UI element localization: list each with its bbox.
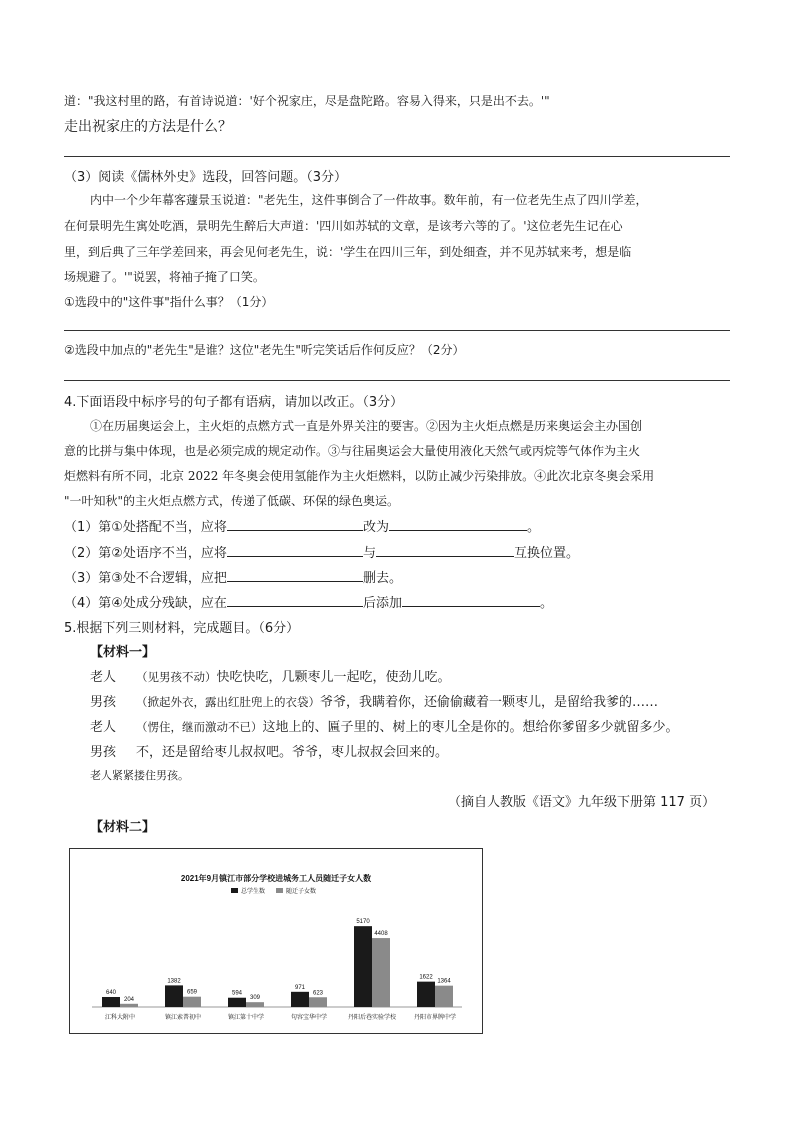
question-text: 走出祝家庄的方法是什么？ <box>64 119 232 135</box>
ending-line: 老人紧紧搂住男孩。 <box>90 769 189 782</box>
q3-passage-line: 内中一个少年幕客蘧景玉说道："老先生，这件事倒合了一件故事。数年前，有一位老先生点了四川学差， <box>90 193 648 207</box>
legend-swatch-total <box>231 888 238 893</box>
speaker: 老人 <box>90 670 117 685</box>
bar-total <box>165 985 183 1007</box>
q4-item-mid: 与 <box>362 546 376 561</box>
fill-blank[interactable] <box>227 594 363 607</box>
data-label: 1622 <box>419 974 433 981</box>
dialog-line: 这地上的、匾子里的、树上的枣儿全是你的。想给你爹留多少就留多少。 <box>262 720 679 735</box>
dialog-row <box>90 741 448 760</box>
dialog-row <box>90 691 658 710</box>
q4-item-4 <box>64 592 553 611</box>
data-label: 971 <box>294 984 306 991</box>
bar-total <box>291 992 309 1007</box>
q3-sub1: ①选段中的"这件事"指什么事？（1分） <box>64 295 274 309</box>
data-label: 204 <box>123 996 135 1003</box>
q4-item-1 <box>64 516 540 535</box>
data-label: 623 <box>312 990 324 997</box>
dialog-line: 不，还是留给枣儿叔叔吧。爷爷，枣儿叔叔会回来的。 <box>136 745 449 760</box>
category-label: 丹阳市界牌中学 <box>413 1015 457 1021</box>
bar-migrant <box>120 1004 138 1007</box>
material-1-title: 【材料一】 <box>90 645 156 660</box>
q3-sub2: ②选段中加点的"老先生"是谁？这位"老先生"听完笑话后作何反应？（2分） <box>64 343 465 357</box>
bar-total <box>102 997 120 1007</box>
legend-label-migrant: 随迁子女数 <box>286 889 317 895</box>
bar-total <box>228 998 246 1007</box>
category-label: 镇江索普初中 <box>164 1015 202 1021</box>
speaker: 男孩 <box>90 695 117 710</box>
bar-migrant <box>246 1002 264 1007</box>
bar-migrant <box>435 986 453 1007</box>
bar-total <box>417 982 435 1007</box>
q4-item-2 <box>64 542 579 561</box>
stage-direction: （见男孩不动） <box>136 670 217 684</box>
category-label: 句容宝华中学 <box>290 1015 328 1021</box>
q5-header: 5.根据下列三则材料，完成题目。（6分） <box>64 621 300 636</box>
answer-line <box>64 156 730 157</box>
stage-direction: （掀起外衣，露出红肚兜上的衣袋） <box>136 695 320 709</box>
q4-item-prefix: （1）第①处搭配不当，应将 <box>64 520 227 535</box>
bar-migrant <box>183 997 201 1007</box>
data-label: 1364 <box>437 978 451 985</box>
q4-passage-line: 意的比拼与集中体现，也是必须完成的规定动作。③与往届奥运会大量使用液化天然气或丙烷等气体作为主火 <box>64 444 641 458</box>
q4-item-prefix: （3）第③处不合逻辑，应把 <box>64 571 227 586</box>
bar-migrant <box>372 938 390 1007</box>
q4-item-suffix: 。 <box>539 596 553 611</box>
source-note: （摘自人教版《语文》九年级下册第 117 页） <box>448 795 716 810</box>
q4-item-suffix: 互换位置。 <box>513 546 579 561</box>
bar-migrant <box>309 997 327 1007</box>
legend-label-total: 总学生数 <box>241 889 266 895</box>
answer-line <box>64 330 730 331</box>
fill-blank[interactable] <box>389 518 527 531</box>
answer-line <box>64 380 730 381</box>
category-label: 江科大附中 <box>104 1015 136 1021</box>
q3-passage-line: 场规避了。'"说罢，将袖子掩了口笑。 <box>64 270 265 284</box>
fill-blank[interactable] <box>227 544 363 557</box>
q3-header: （3）阅读《儒林外史》选段，回答问题。（3分） <box>64 170 348 185</box>
material-2-title: 【材料二】 <box>90 820 156 835</box>
q4-item-3 <box>64 567 402 586</box>
data-label: 659 <box>186 989 198 996</box>
q3-passage-line: 在何景明先生寓处吃酒，景明先生醉后大声道：'四川如苏轼的文章，是该考六等的了。'这位老先生记在心 <box>64 219 623 233</box>
q4-item-mid: 后添加 <box>362 596 402 611</box>
dialog-row <box>90 716 679 735</box>
q4-item-mid: 删去。 <box>362 571 402 586</box>
category-label: 镇江第十中学 <box>227 1015 265 1021</box>
fill-blank[interactable] <box>227 518 363 531</box>
data-label: 640 <box>105 989 117 996</box>
q4-passage-line: ①在历届奥运会上，主火炬的点燃方式一直是外界关注的要害。②因为主火炬点燃是历来奥运会主办国创 <box>90 419 643 433</box>
dialog-line: 快吃快吃，几颗枣儿一起吃，使劲儿吃。 <box>216 670 451 685</box>
data-label: 5170 <box>356 919 370 926</box>
quote-line: 道："我这村里的路，有首诗说道：'好个祝家庄，尽是盘陀路。容易入得来，只是出不去。'" <box>64 94 550 108</box>
chart-title: 2021年9月镇江市部分学校进城务工人员随迁子女人数 <box>180 874 372 883</box>
q4-header: 4.下面语段中标序号的句子都有语病，请加以改正。（3分） <box>64 395 404 410</box>
bar-total <box>354 926 372 1007</box>
data-label: 594 <box>231 990 243 997</box>
bar-chart-frame <box>69 848 483 1034</box>
fill-blank[interactable] <box>376 544 514 557</box>
q4-item-suffix: 。 <box>526 520 540 535</box>
data-label: 1382 <box>167 978 181 985</box>
q4-passage-line: 炬燃料有所不同，北京 2022 年冬奥会使用氢能作为主火炬燃料，以防止减少污染排放。④此次北京冬奥会采用 <box>64 469 655 483</box>
stage-direction: （愣住，继而激动不已） <box>136 720 263 734</box>
data-label: 309 <box>249 995 261 1002</box>
data-label: 4408 <box>374 931 388 938</box>
q4-item-prefix: （4）第④处成分残缺，应在 <box>64 596 227 611</box>
category-label: 丹阳后巷实验学校 <box>347 1015 397 1021</box>
fill-blank[interactable] <box>402 594 540 607</box>
dialog-row <box>90 666 451 685</box>
speaker: 男孩 <box>90 745 117 760</box>
bar-chart <box>70 849 482 1033</box>
speaker: 老人 <box>90 720 117 735</box>
q4-item-prefix: （2）第②处语序不当，应将 <box>64 546 227 561</box>
legend-swatch-migrant <box>276 888 283 893</box>
q4-item-mid: 改为 <box>362 520 389 535</box>
q4-passage-line: "一叶知秋"的主火炬点燃方式，传递了低碳、环保的绿色奥运。 <box>64 494 400 508</box>
fill-blank[interactable] <box>227 569 363 582</box>
q3-passage-line: 里，到后典了三年学差回来，再会见何老先生，说：'学生在四川三年，到处细查，并不见苏轼来考，想是临 <box>64 245 632 259</box>
dialog-line: 爷爷，我瞒着你，还偷偷藏着一颗枣儿，是留给我爹的…… <box>320 695 659 710</box>
